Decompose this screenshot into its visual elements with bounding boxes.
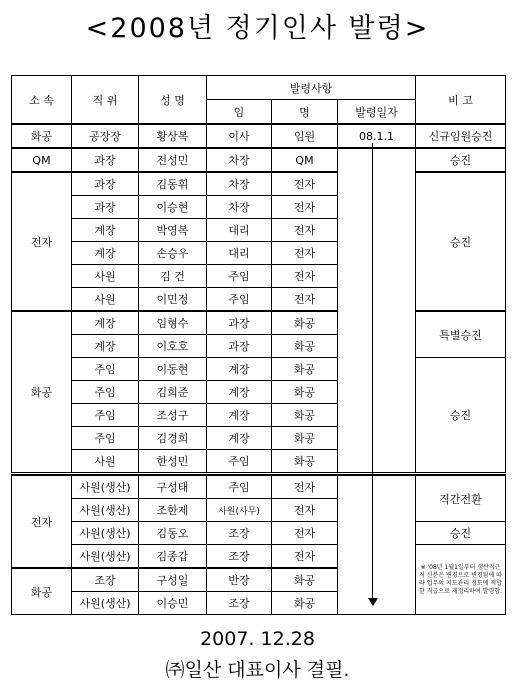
cell-date: 08.1.1 (338, 124, 416, 148)
cell-position: 사원 (72, 265, 139, 288)
cell-appoint: 계장 (207, 404, 272, 427)
cell-assign: 전자 (272, 219, 338, 242)
cell-assign: 화공 (272, 450, 338, 473)
cell-remark-chem: 승진 (416, 358, 506, 473)
cell-assign: 화공 (272, 335, 338, 358)
cell-name: 이호호 (139, 335, 207, 358)
cell-position: 사원(생산) (72, 592, 139, 615)
cell-name: 전성민 (139, 148, 207, 172)
cell-appoint: 조장 (207, 545, 272, 569)
cell-assign: 전자 (272, 172, 338, 196)
cell-date-span (338, 148, 416, 473)
cell-remark-electronics: 승진 (416, 172, 506, 311)
cell-name: 김 건 (139, 265, 207, 288)
cell-date-span (338, 475, 416, 615)
cell-appoint: 이사 (207, 124, 272, 148)
cell-assign: 전자 (272, 475, 338, 499)
cell-name: 손승우 (139, 242, 207, 265)
cell-dept-electronics: 전자 (12, 475, 72, 568)
cell-appoint: 주임 (207, 450, 272, 473)
cell-appoint: 사원(사무) (207, 499, 272, 522)
cell-remark-conversion: 직간전환 (416, 475, 506, 522)
header-order-group: 발령사항 (207, 76, 416, 100)
cell-name: 김종갑 (139, 545, 207, 569)
cell-dept-chem: 화공 (12, 568, 72, 615)
page-title: <2008년 정기인사 발령> (85, 13, 430, 44)
cell-position: 사원(생산) (72, 499, 139, 522)
cell-assign: 화공 (272, 311, 338, 335)
cell-position: 사원(생산) (72, 522, 139, 545)
cell-assign: 전자 (272, 288, 338, 312)
cell-name: 이승민 (139, 592, 207, 615)
cell-appoint: 조장 (207, 592, 272, 615)
cell-assign: 화공 (272, 427, 338, 450)
cell-position: 과장 (72, 172, 139, 196)
table-row (12, 172, 506, 196)
cell-name: 조성구 (139, 404, 207, 427)
cell-remark: 신규임원승진 (416, 124, 506, 148)
header-assign: 명 (272, 100, 338, 125)
cell-name: 구성일 (139, 568, 207, 592)
cell-position: 주임 (72, 358, 139, 381)
table-row (12, 522, 506, 545)
cell-remark-special: 특별승진 (416, 311, 506, 358)
cell-appoint: 차장 (207, 196, 272, 219)
date-arrow-line (372, 143, 373, 598)
cell-name: 임형수 (139, 311, 207, 335)
cell-assign: 전자 (272, 499, 338, 522)
cell-position: 과장 (72, 196, 139, 219)
cell-assign: 화공 (272, 358, 338, 381)
cell-position: 공장장 (72, 124, 139, 148)
cell-dept: 화공 (12, 124, 72, 148)
cell-name: 이동현 (139, 358, 207, 381)
cell-assign: 전자 (272, 242, 338, 265)
table-row (12, 124, 506, 148)
cell-remark: 승진 (416, 148, 506, 172)
cell-name: 김경희 (139, 427, 207, 450)
table-row (12, 358, 506, 381)
cell-appoint: 주임 (207, 475, 272, 499)
cell-position: 사원 (72, 288, 139, 312)
cell-position: 계장 (72, 335, 139, 358)
cell-position: 사원 (72, 450, 139, 473)
header-position: 직 위 (72, 76, 139, 125)
cell-appoint: 계장 (207, 358, 272, 381)
personnel-table (11, 75, 506, 473)
cell-position: 과장 (72, 148, 139, 172)
cell-name: 김동휘 (139, 172, 207, 196)
cell-appoint: 대리 (207, 242, 272, 265)
cell-position: 계장 (72, 242, 139, 265)
cell-name: 김동오 (139, 522, 207, 545)
issue-date: 2007. 12.28 (200, 628, 315, 650)
cell-assign: 화공 (272, 381, 338, 404)
header-date: 발령일자 (338, 100, 416, 125)
cell-name: 이민정 (139, 288, 207, 312)
cell-name: 김희준 (139, 381, 207, 404)
cell-appoint: 주임 (207, 265, 272, 288)
cell-dept: QM (12, 148, 72, 172)
cell-name: 황상복 (139, 124, 207, 148)
cell-assign: 전자 (272, 265, 338, 288)
cell-assign: 전자 (272, 545, 338, 569)
cell-note: ※ '08년 1월1일부터 생산직근직 신분은 변경으로 변경됨에 따라 업무의 지도관리 정도에 적합한 직급으로 재정리하여 발령함. (416, 545, 506, 615)
cell-appoint: 차장 (207, 172, 272, 196)
header-appoint: 임 (207, 100, 272, 125)
cell-appoint: 대리 (207, 219, 272, 242)
cell-assign: 전자 (272, 522, 338, 545)
cell-name: 구성태 (139, 475, 207, 499)
cell-assign: 화공 (272, 404, 338, 427)
cell-position: 주임 (72, 427, 139, 450)
cell-assign: 화공 (272, 568, 338, 592)
cell-appoint: 과장 (207, 335, 272, 358)
cell-assign: 화공 (272, 592, 338, 615)
cell-assign: 전자 (272, 196, 338, 219)
cell-assign: 임원 (272, 124, 338, 148)
cell-appoint: 과장 (207, 311, 272, 335)
cell-appoint: 계장 (207, 427, 272, 450)
cell-position: 계장 (72, 311, 139, 335)
cell-position: 사원(생산) (72, 545, 139, 569)
table-row (12, 148, 506, 172)
cell-name: 한성민 (139, 450, 207, 473)
cell-position: 주임 (72, 381, 139, 404)
production-table (11, 474, 506, 615)
header-dept: 소 속 (12, 76, 72, 125)
cell-appoint: 차장 (207, 148, 272, 172)
signature-line: ㈜일산 대표이사 결필. (165, 659, 350, 681)
header-remark: 비 고 (416, 76, 506, 125)
cell-position: 사원(생산) (72, 475, 139, 499)
cell-appoint: 주임 (207, 288, 272, 312)
cell-name: 박영복 (139, 219, 207, 242)
date-arrow-head (368, 598, 378, 606)
cell-position: 주임 (72, 404, 139, 427)
cell-dept-electronics: 전자 (12, 172, 72, 311)
cell-appoint: 반장 (207, 568, 272, 592)
cell-assign: QM (272, 148, 338, 172)
header-name: 성 명 (139, 76, 207, 125)
cell-appoint: 계장 (207, 381, 272, 404)
cell-name: 조한제 (139, 499, 207, 522)
cell-name: 이승현 (139, 196, 207, 219)
cell-appoint: 조장 (207, 522, 272, 545)
table-row (12, 475, 506, 499)
cell-dept-chem: 화공 (12, 311, 72, 473)
table-row (12, 545, 506, 569)
table-row (12, 311, 506, 335)
cell-position: 조장 (72, 568, 139, 592)
cell-remark-promotion: 승진 (416, 522, 506, 545)
cell-position: 계장 (72, 219, 139, 242)
